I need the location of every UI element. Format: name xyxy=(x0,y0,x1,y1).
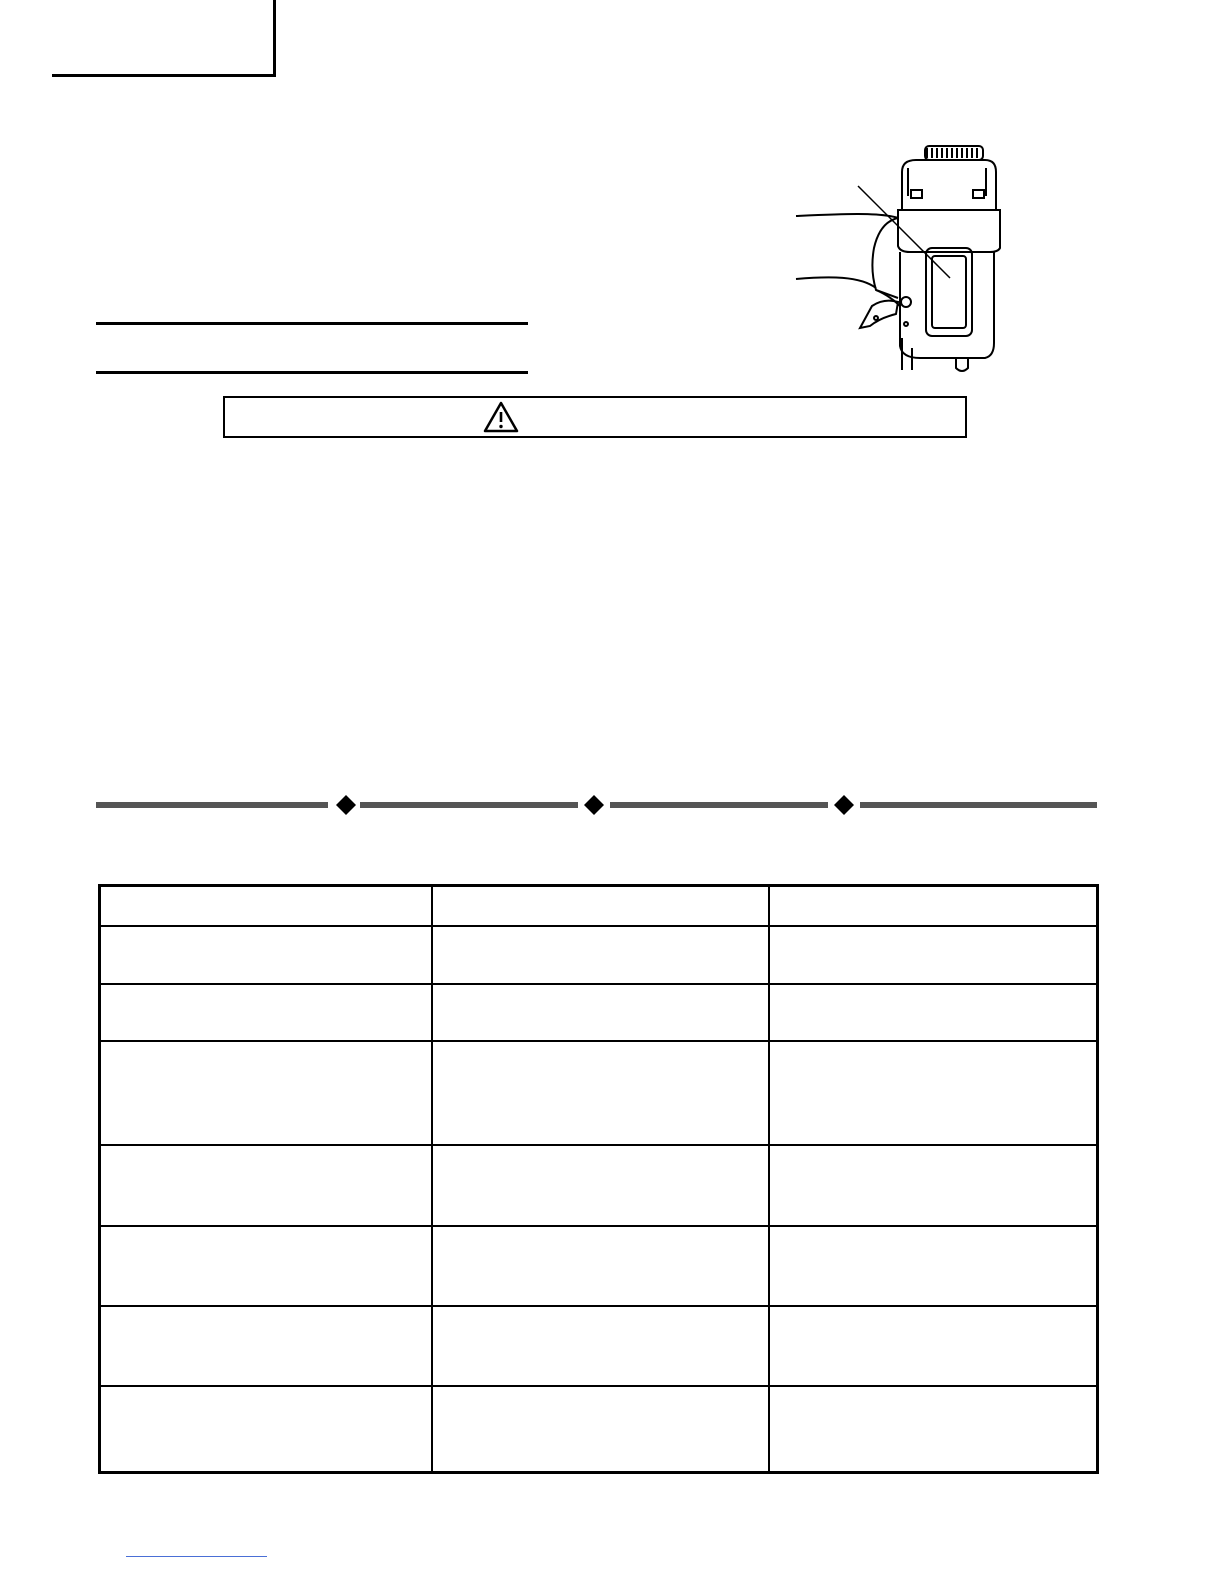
table-cell xyxy=(432,1306,769,1386)
table-header-cell xyxy=(769,886,1098,927)
table-row xyxy=(100,926,1098,984)
section-heading xyxy=(96,330,528,366)
nail-gun-illustration xyxy=(780,138,1030,374)
corner-tab-frame xyxy=(52,0,276,77)
table-row xyxy=(100,1306,1098,1386)
diamond-icon xyxy=(834,795,854,815)
troubleshooting-table xyxy=(98,884,1099,1474)
section-divider xyxy=(96,794,1097,816)
table-cell xyxy=(432,926,769,984)
table-row xyxy=(100,1226,1098,1306)
table-cell xyxy=(769,984,1098,1041)
table-cell xyxy=(432,1386,769,1472)
diamond-icon xyxy=(584,795,604,815)
table-cell xyxy=(769,926,1098,984)
table-cell xyxy=(769,1306,1098,1386)
table-cell xyxy=(432,1041,769,1145)
table-cell xyxy=(100,984,432,1041)
table-cell xyxy=(432,1226,769,1306)
table-cell xyxy=(100,1145,432,1226)
table-cell xyxy=(769,1226,1098,1306)
table-header-cell xyxy=(100,886,432,927)
warning-triangle-icon xyxy=(483,400,519,434)
diamond-icon xyxy=(336,795,356,815)
table-cell xyxy=(769,1386,1098,1472)
table-cell xyxy=(432,984,769,1041)
table-header-cell xyxy=(432,886,769,927)
footer-link-underline[interactable] xyxy=(126,1556,267,1557)
table-cell xyxy=(769,1041,1098,1145)
caution-banner xyxy=(223,396,967,438)
table-cell xyxy=(100,1226,432,1306)
table-row xyxy=(100,1386,1098,1472)
table-cell xyxy=(100,1041,432,1145)
table-row xyxy=(100,1145,1098,1226)
heading-rule-bottom xyxy=(96,371,528,374)
table-header-row xyxy=(100,886,1098,927)
table-cell xyxy=(769,1145,1098,1226)
heading-rule-top xyxy=(96,322,528,325)
table-cell xyxy=(100,926,432,984)
table-cell xyxy=(432,1145,769,1226)
table-cell xyxy=(100,1386,432,1472)
table-cell xyxy=(100,1306,432,1386)
table-row xyxy=(100,1041,1098,1145)
table-row xyxy=(100,984,1098,1041)
